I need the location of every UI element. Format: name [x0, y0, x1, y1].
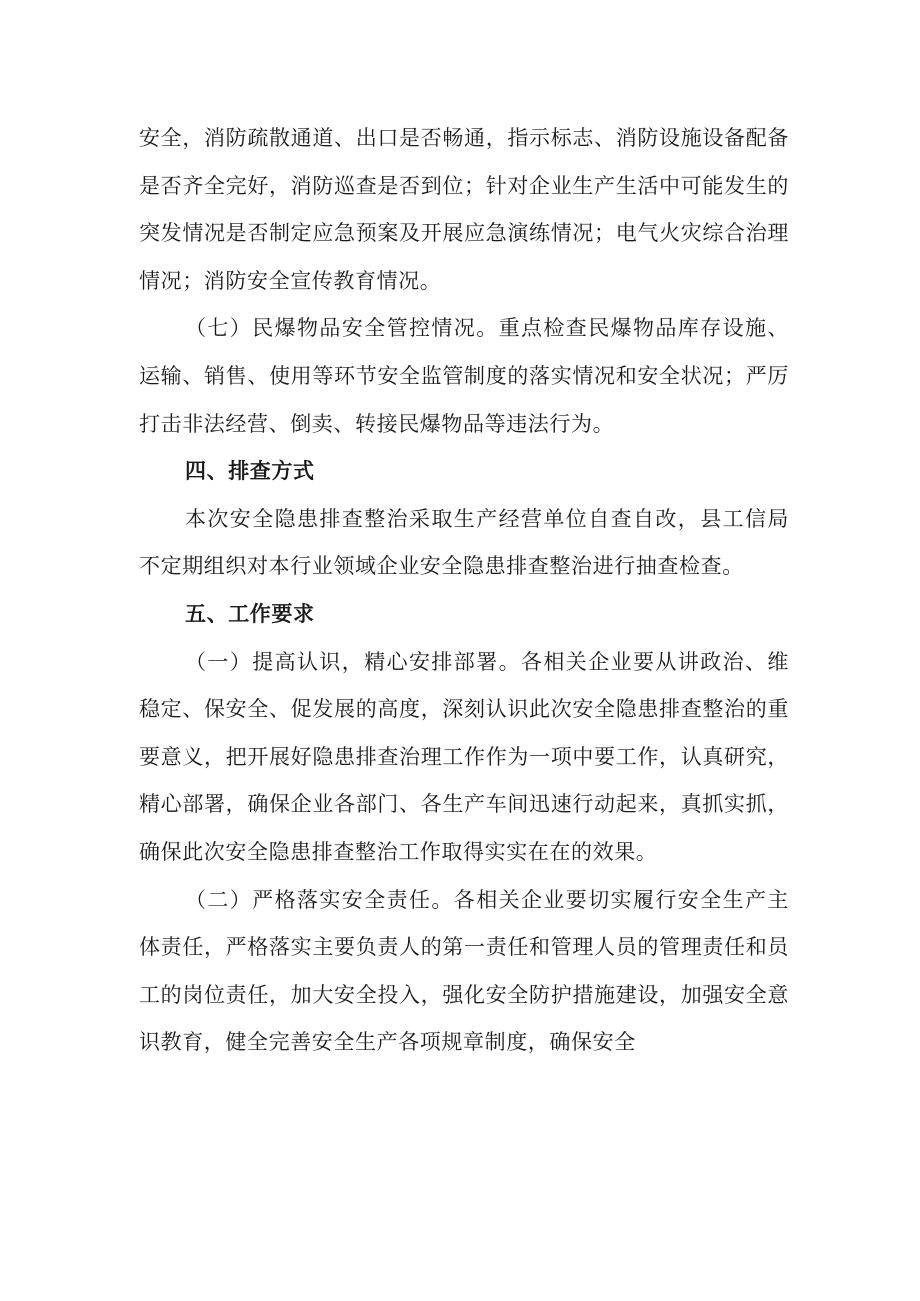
paragraph-safety-responsibility: （二）严格落实安全责任。各相关企业要切实履行安全生产主体责任，严格落实主要负责人的第一责任和管理人员的管理责任和员工的岗位责任，加大安全投入，强化安全防护措施建设，加强安全意识教育，健全完善安全生产各项规章制度，确保安全: [139, 887, 789, 1055]
section-heading-work-requirements: 五、工作要求: [185, 601, 315, 626]
section-heading-inspection-method: 四、排查方式: [185, 459, 315, 484]
paragraph-raise-awareness: （一）提高认识，精心安排部署。各相关企业要从讲政治、维稳定、保安全、促发展的高度，深刻认识此次安全隐患排查整治的重要意义，把开展好隐患排查治理工作作为一项中要工作，认真研究，精心部署，确保企业各部门、各生产车间迅速行动起来，真抓实抓，确保此次安全隐患排查整治工作取得实实在在的效果。: [139, 649, 789, 864]
paragraph-inspection-method: 本次安全隐患排查整治采取生产经营单位自查自改，县工信局不定期组织对本行业领域企业安全隐患排查整治进行抽查检查。: [139, 506, 789, 579]
paragraph-fire-safety-continued: 安全，消防疏散通道、出口是否畅通，指示标志、消防设施设备配备是否齐全完好，消防巡查是否到位；针对企业生产生活中可能发生的突发情况是否制定应急预案及开展应急演练情况；电气火灾综合治理情况；消防安全宣传教育情况。: [139, 126, 789, 293]
document-page: [139, 115, 789, 1067]
paragraph-explosives-control: （七）民爆物品安全管控情况。重点检查民爆物品库存设施、运输、销售、使用等环节安全监管制度的落实情况和安全状况；严厉打击非法经营、倒卖、转接民爆物品等违法行为。: [139, 316, 789, 436]
